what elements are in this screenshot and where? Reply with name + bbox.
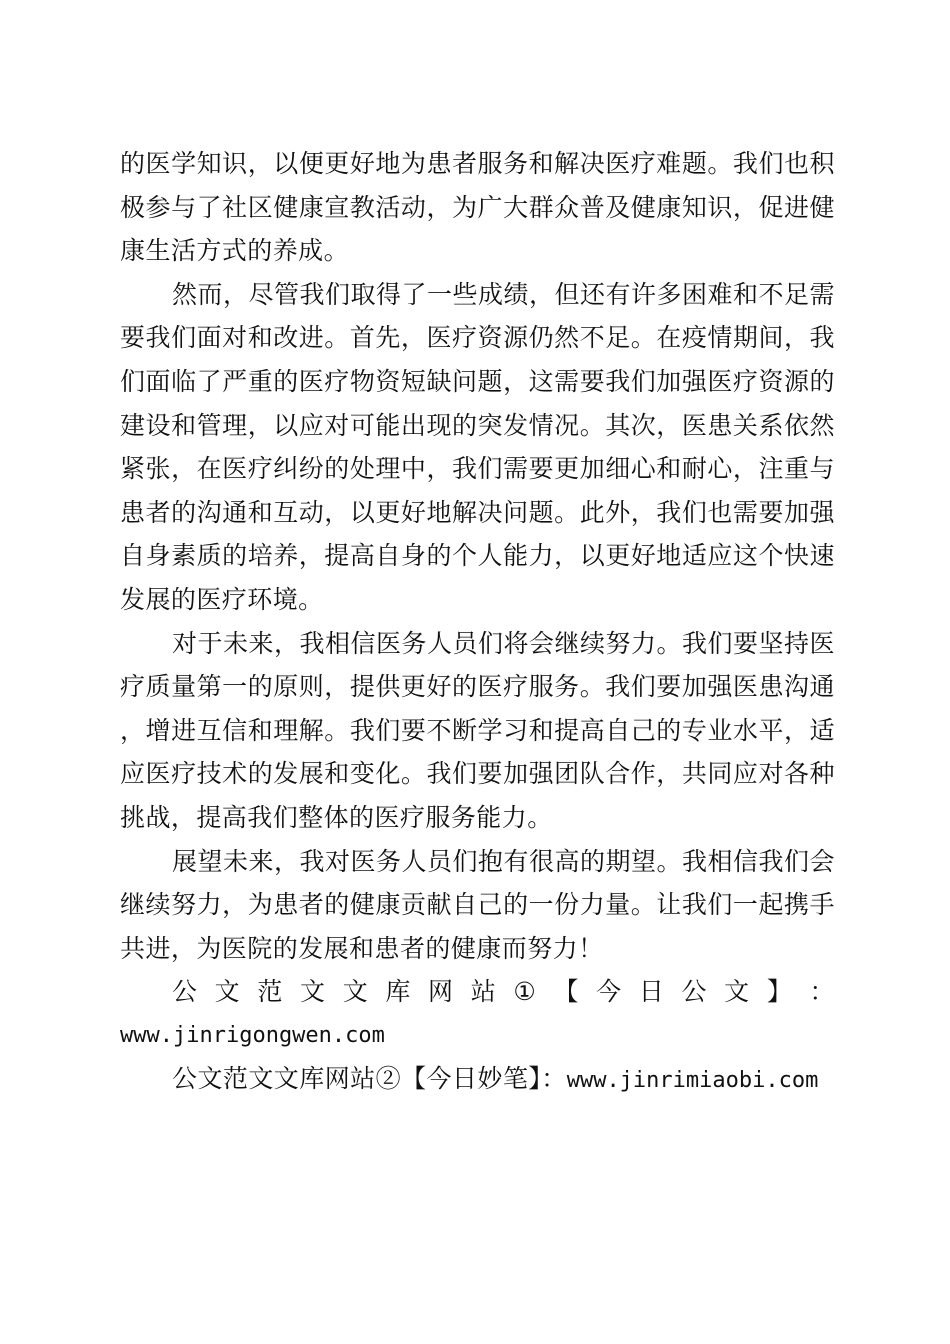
body-paragraph-1: 的医学知识，以便更好地为患者服务和解决医疗难题。我们也积极参与了社区健康宣教活动，为广大群众普及健康知识，促进健康生活方式的养成。 — [120, 149, 835, 266]
label-char: 公 — [681, 977, 707, 1007]
reference-link-2-url[interactable]: www.jinrimiaobi.com — [566, 1068, 819, 1094]
label-char: 站 — [470, 977, 497, 1007]
reference-link-1-label — [120, 970, 835, 1014]
document-page — [120, 142, 835, 1103]
label-char: ① — [513, 977, 537, 1007]
label-char: 文 — [342, 977, 369, 1007]
reference-links — [120, 970, 835, 1103]
body-paragraph-3: 对于未来，我相信医务人员们将会继续努力。我们要坚持医疗质量第一的原则，提供更好的医疗服务。我们要加强医患沟通，增进互信和理解。我们要不断学习和提高自己的专业水平，适应医疗技术的发展和变化。我们要加强团队合作，共同应对各种挑战，提高我们整体的医疗服务能力。 — [120, 628, 835, 832]
reference-link-2 — [120, 1057, 835, 1103]
label-char: 范 — [257, 977, 283, 1007]
label-char: 库 — [385, 977, 411, 1007]
label-char: 【 — [553, 977, 579, 1007]
label-char: 】 — [766, 977, 793, 1007]
label-char: 今 — [596, 977, 622, 1007]
label-char: 日 — [638, 977, 665, 1007]
label-char: 网 — [428, 977, 454, 1007]
label-char: ： — [809, 977, 835, 1007]
label-char: 文 — [724, 977, 750, 1007]
label-char: 文 — [214, 977, 241, 1007]
reference-link-1-url[interactable]: www.jinrigongwen.com — [120, 1022, 385, 1048]
reference-link-2-label: 公文范文文库网站②【今日妙笔】： — [172, 1064, 567, 1094]
label-char: 文 — [300, 977, 326, 1007]
body-paragraph-2: 然而，尽管我们取得了一些成绩，但还有许多困难和不足需要我们面对和改进。首先，医疗资源仍然不足。在疫情期间，我们面临了严重的医疗物资短缺问题，这需要我们加强医疗资源的建设和管理，以应对可能出现的突发情况。其次，医患关系依然紧张，在医疗纠纷的处理中，我们需要更加细心和耐心，注重与患者的沟通和互动，以更好地解决问题。此外，我们也需要加强自身素质的培养，提高自身的个人能力，以更好地适应这个快速发展的医疗环境。 — [120, 279, 835, 614]
label-char: 公 — [172, 977, 198, 1007]
body-paragraph-4: 展望未来，我对医务人员们抱有很高的期望。我相信我们会继续努力，为患者的健康贡献自己的一份力量。让我们一起携手共进，为医院的发展和患者的健康而努力！ — [120, 846, 835, 963]
